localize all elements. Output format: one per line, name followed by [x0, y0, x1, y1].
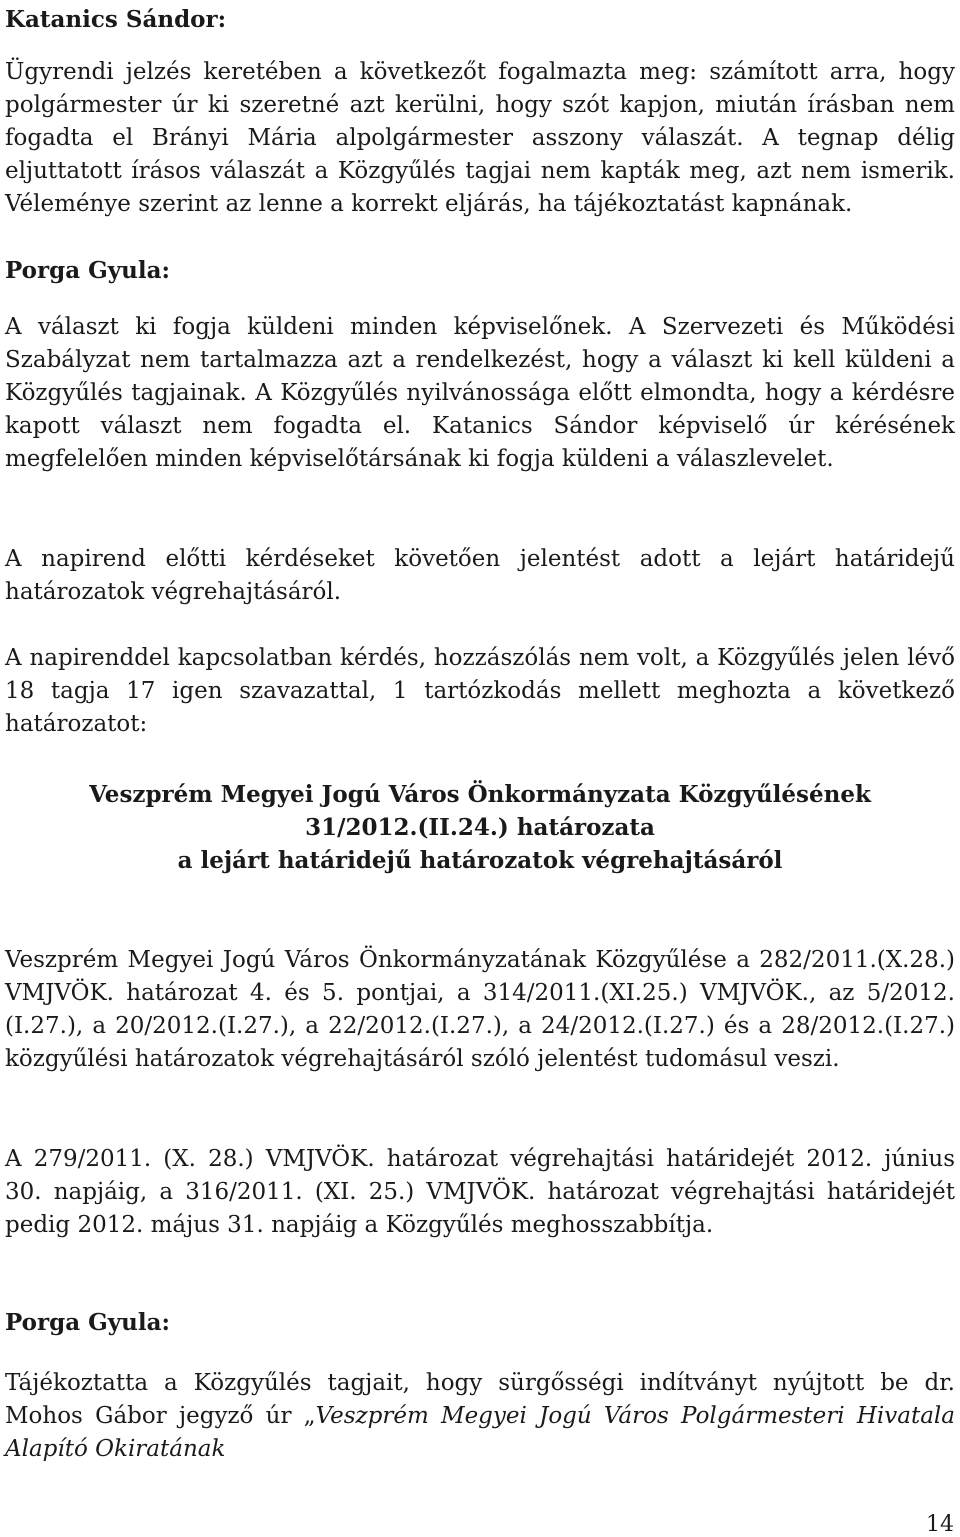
- paragraph-text: A napirend előtti kérdéseket követően jelentést adott a lejárt határidejű határozatok végrehajtásáról.: [5, 546, 955, 605]
- page-number: 14: [926, 1512, 954, 1537]
- speaker-katanics: [5, 3, 955, 36]
- paragraph-text: Ügyrendi jelzés keretében a következőt fogalmazta meg: számított arra, hogy polgármester úr ki szeretné azt kerülni, hogy szót kapjon, miután írásban nem fogadta el Brányi Mária alpolgármester asszony válaszát. A tegnap délig eljuttatott írásos válaszát a Közgyűlés tagjai nem kapták meg, azt nem ismerik. Véleménye szerint az lenne a korrekt eljárás, ha tájékoztatást kapnának.: [5, 59, 955, 217]
- paragraph-text: [5, 1367, 955, 1466]
- document-title-italic: Veszprém Megyei Jogú Város Polgármesteri Hivatala Alapító Okiratának: [5, 1403, 956, 1462]
- resolution-title-line-1: Veszprém Megyei Jogú Város Önkormányzata Közgyűlésének: [89, 781, 871, 808]
- resolution-title-line-3: a lejárt határidejű határozatok végrehajtásáról: [177, 847, 783, 874]
- resolution-title: [5, 778, 955, 877]
- paragraph-porga-1: [5, 311, 955, 476]
- paragraph-text: Veszprém Megyei Jogú Város Önkormányzatának Közgyűlése a 282/2011.(X.28.) VMJVÖK. határozat 4. és 5. pontjai, a 314/2011.(XI.25.) VMJVÖK., az 5/2012.(I.27.), a 20/2012.(I.27.), a 22/2012.(I.27.), a 24/2012.(I.27.) és a 28/2012.(I.27.) közgyűlési határozatok végrehajtásáról szóló jelentést tudomásul veszi.: [5, 947, 955, 1072]
- paragraph-text: A 279/2011. (X. 28.) VMJVÖK. határozat végrehajtási határidejét 2012. június 30. napjáig, a 316/2011. (XI. 25.) VMJVÖK. határozat végrehajtási határidejét pedig 2012. május 31. napjáig a Közgyűlés meghosszabbítja.: [5, 1146, 955, 1238]
- paragraph-text: A választ ki fogja küldeni minden képviselőnek. A Szervezeti és Működési Szabályzat nem tartalmazza azt a rendelkezést, hogy a választ ki kell küldeni a Közgyűlés tagjainak. A Közgyűlés nyilvánossága előtt elmondta, hogy a kérdésre kapott választ nem fogadta el. Katanics Sándor képviselő úr kérésének megfelelően minden képviselőtársának ki fogja küldeni a válaszlevelet.: [5, 314, 955, 472]
- paragraph-vote: [5, 642, 955, 741]
- resolution-title-line-2: 31/2012.(II.24.) határozata: [305, 814, 655, 841]
- paragraph-lead-text: Tájékoztatta a Közgyűlés tagjait, hogy sürgősségi indítványt nyújtott be dr. Mohos Gábor jegyző úr „: [5, 1370, 955, 1429]
- speaker-name: Porga Gyula:: [5, 1309, 170, 1336]
- paragraph-text: A napirenddel kapcsolatban kérdés, hozzászólás nem volt, a Közgyűlés jelen lévő 18 tagja 17 igen szavazattal, 1 tartózkodás mellett meghozta a következő határozatot:: [5, 645, 955, 737]
- paragraph-deadline: [5, 1143, 955, 1242]
- paragraph-porga-2: [5, 1367, 955, 1466]
- paragraph-katanics: [5, 56, 955, 221]
- speaker-name: Katanics Sándor:: [5, 6, 227, 33]
- paragraph-report: [5, 543, 955, 609]
- speaker-porga-2: [5, 1306, 955, 1339]
- speaker-name: Porga Gyula:: [5, 257, 170, 284]
- speaker-porga-1: [5, 254, 955, 287]
- paragraph-resolution-body: [5, 944, 955, 1076]
